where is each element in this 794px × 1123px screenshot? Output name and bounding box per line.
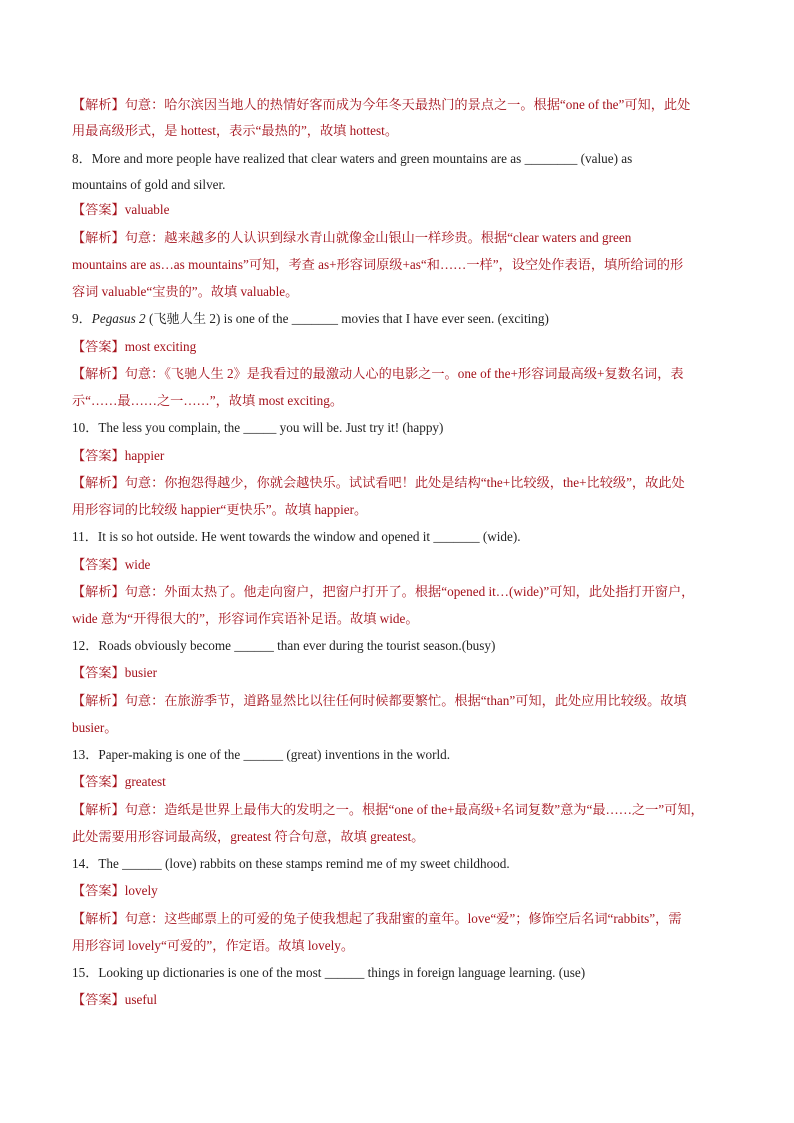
answer-line xyxy=(72,338,732,356)
question-13: 13．Paper-making is one of the ______ (great) inventions in the world. xyxy=(72,747,451,762)
answer-tag: 【答案】 xyxy=(72,992,125,1007)
question-10: 10．The less you complain, the _____ you will be. Just try it! (happy) xyxy=(72,420,444,435)
analysis-tag: 【解析】 xyxy=(72,475,125,490)
answer-line xyxy=(72,882,732,900)
analysis-text: 句意：外面太热了。他走向窗户，把窗户打开了。根据“opened it…(wide)”可知，此处指打开窗户， xyxy=(124,584,695,599)
analysis-line xyxy=(72,474,732,492)
question-8: 8．More and more people have realized that clear waters and green mountains are as ________ (value) as xyxy=(72,151,633,166)
answer-text: wide xyxy=(124,557,151,572)
movie-title: Pegasus 2 xyxy=(91,311,146,326)
answer-text: most exciting xyxy=(124,339,197,354)
analysis-line: mountains are as…as mountains”可知，考查 as+形容词原级+as“和……一样”，设空处作表语，填所给词的形 xyxy=(72,257,684,272)
question-number: 9． xyxy=(72,311,92,326)
analysis-tag: 【解析】 xyxy=(72,693,125,708)
answer-text: valuable xyxy=(124,202,170,217)
answer-line xyxy=(72,447,732,465)
answer-text: busier xyxy=(124,665,157,680)
question-9 xyxy=(72,310,732,328)
question-8-cont: mountains of gold and silver. xyxy=(72,177,226,192)
analysis-line xyxy=(72,910,732,928)
answer-line xyxy=(72,773,732,791)
analysis-text: 句意：哈尔滨因当地人的热情好客而成为今年冬天最热门的景点之一。根据“one of the”可知，此处 xyxy=(124,97,691,112)
analysis-line xyxy=(72,365,732,383)
question-15: 15．Looking up dictionaries is one of the most ______ things in foreign language learning. (use) xyxy=(72,965,586,980)
analysis-text: 句意：《飞驰人生 2》是我看过的最激动人心的电影之一。one of the+形容词最高级+复数名词，表 xyxy=(124,366,684,381)
analysis-tag: 【解析】 xyxy=(72,802,125,817)
answer-text: useful xyxy=(124,992,157,1007)
answer-tag: 【答案】 xyxy=(72,448,125,463)
answer-line xyxy=(72,556,732,574)
analysis-line: 用形容词 lovely“可爱的”，作定语。故填 lovely。 xyxy=(72,938,355,953)
analysis-tag: 【解析】 xyxy=(72,230,125,245)
analysis-line: busier。 xyxy=(72,720,118,735)
question-11: 11．It is so hot outside. He went towards the window and opened it _______ (wide). xyxy=(72,529,521,544)
answer-line xyxy=(72,664,732,682)
analysis-text: 句意：越来越多的人认识到绿水青山就像金山银山一样珍贵。根据“clear waters and green xyxy=(124,230,632,245)
analysis-line: 用最高级形式，是 hottest，表示“最热的”，故填 hottest。 xyxy=(72,123,399,138)
answer-text: happier xyxy=(124,448,165,463)
answer-tag: 【答案】 xyxy=(72,557,125,572)
analysis-text: 句意：你抱怨得越少，你就会越快乐。试试看吧！此处是结构“the+比较级，the+比较级”，故此处 xyxy=(124,475,685,490)
analysis-line: 用形容词的比较级 happier“更快乐”。故填 happier。 xyxy=(72,502,368,517)
answer-tag: 【答案】 xyxy=(72,339,125,354)
analysis-text: 句意：造纸是世界上最伟大的发明之一。根据“one of the+最高级+名词复数”意为“最……之一”可知， xyxy=(124,802,704,817)
analysis-tag: 【解析】 xyxy=(72,911,125,926)
answer-tag: 【答案】 xyxy=(72,202,125,217)
answer-line xyxy=(72,991,732,1009)
question-12: 12．Roads obviously become ______ than ever during the tourist season.(busy) xyxy=(72,638,496,653)
analysis-line: wide 意为“开得很大的”，形容词作宾语补足语。故填 wide。 xyxy=(72,611,419,626)
answer-text: greatest xyxy=(124,774,166,789)
analysis-text: 句意：在旅游季节，道路显然比以往任何时候都要繁忙。根据“than”可知，此处应用比较级。故填 xyxy=(124,693,687,708)
analysis-tag: 【解析】 xyxy=(72,366,125,381)
analysis-line: 容词 valuable“宝贵的”。故填 valuable。 xyxy=(72,284,299,299)
analysis-line xyxy=(72,96,732,114)
answer-tag: 【答案】 xyxy=(72,665,125,680)
analysis-line xyxy=(72,801,732,819)
answer-tag: 【答案】 xyxy=(72,883,125,898)
answer-text: lovely xyxy=(124,883,158,898)
analysis-tag: 【解析】 xyxy=(72,97,125,112)
question-text: (飞驰人生 2) is one of the _______ movies that I have ever seen. (exciting) xyxy=(145,311,549,326)
analysis-tag: 【解析】 xyxy=(72,584,125,599)
analysis-line: 此处需要用形容词最高级，greatest 符合句意，故填 greatest。 xyxy=(72,829,425,844)
analysis-line xyxy=(72,692,732,710)
question-14: 14．The ______ (love) rabbits on these stamps remind me of my sweet childhood. xyxy=(72,856,510,871)
analysis-line: 示“……最……之一……”，故填 most exciting。 xyxy=(72,393,344,408)
analysis-text: 句意：这些邮票上的可爱的兔子使我想起了我甜蜜的童年。love“爱”；修饰空后名词“rabbits”，需 xyxy=(124,911,682,926)
answer-line xyxy=(72,201,732,219)
answer-tag: 【答案】 xyxy=(72,774,125,789)
analysis-line xyxy=(72,583,732,601)
analysis-line xyxy=(72,229,732,247)
